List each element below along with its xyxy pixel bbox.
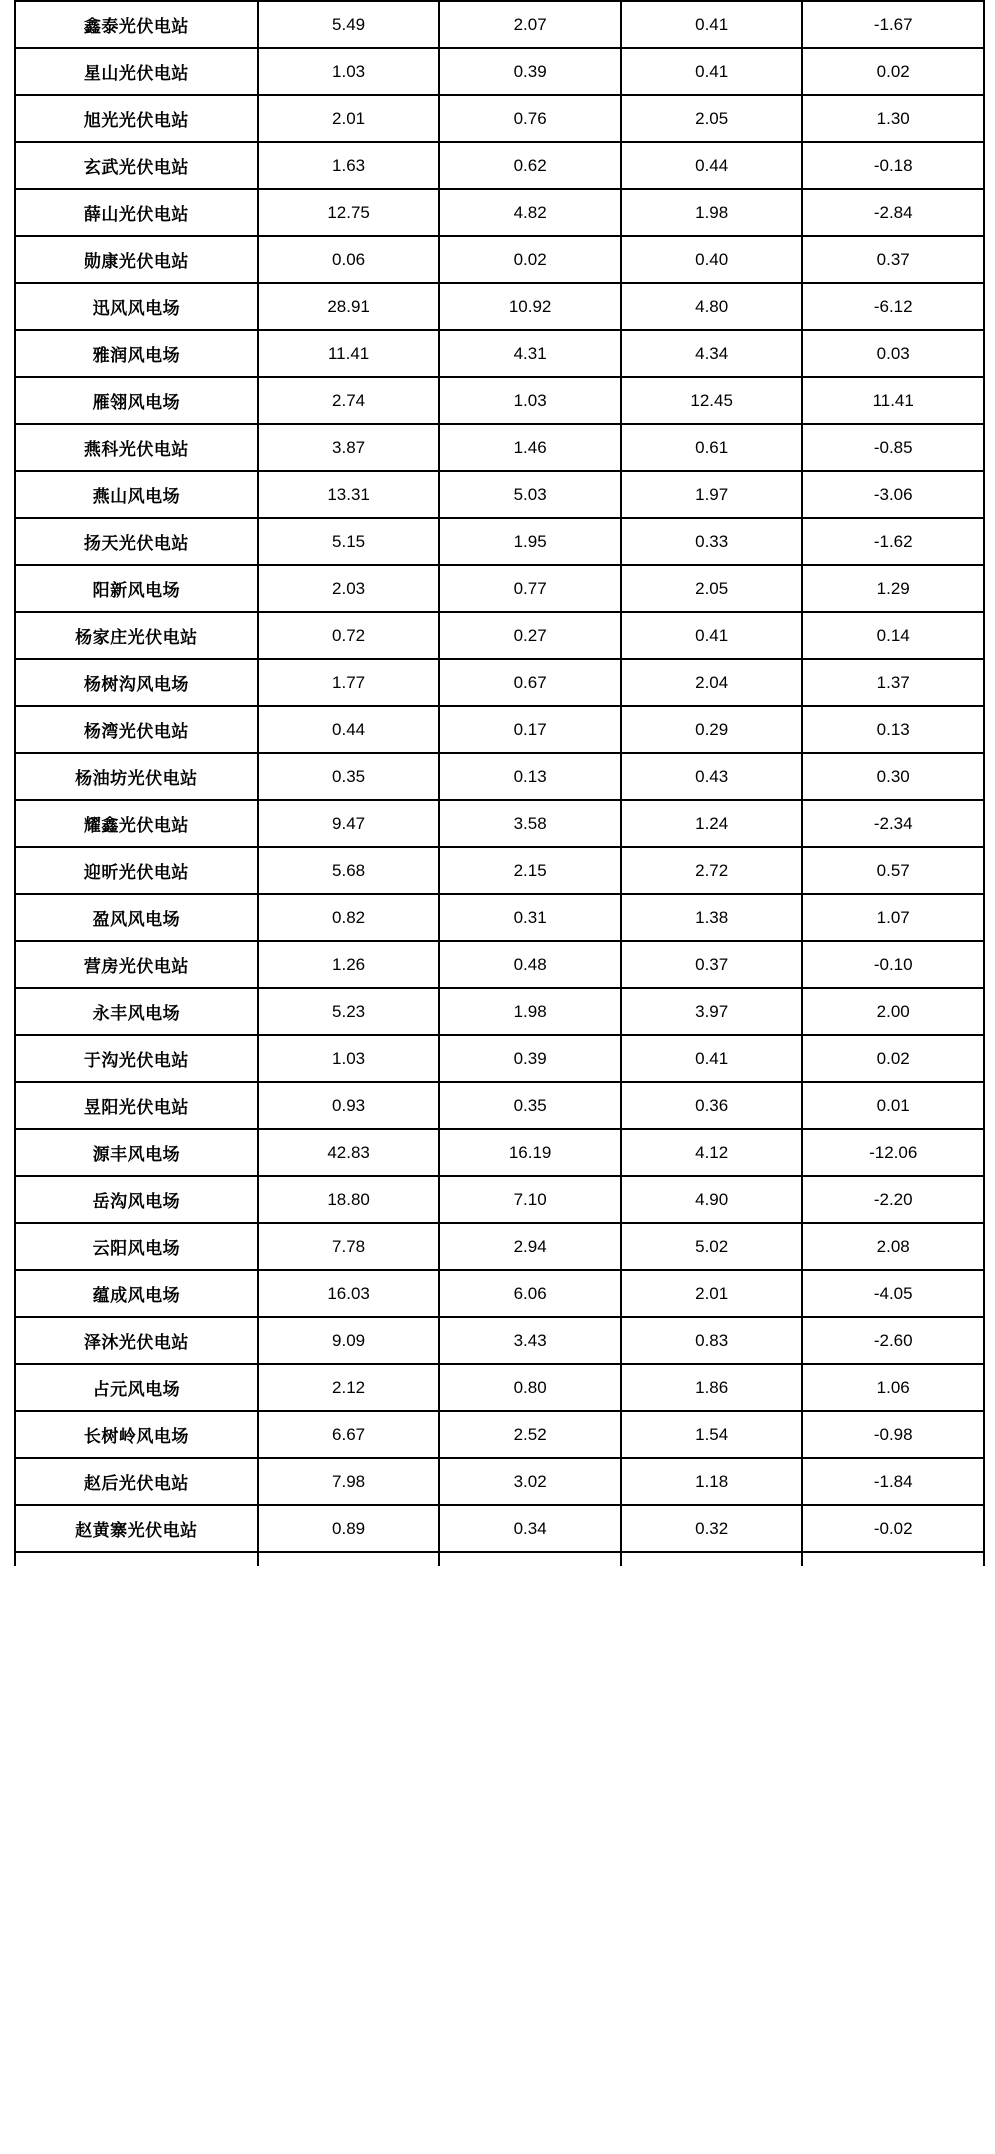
- value-cell-col4[interactable]: -12.06: [802, 1129, 984, 1176]
- value-cell-col2[interactable]: 3.58: [439, 800, 621, 847]
- value-cell-col2[interactable]: 2.94: [439, 1223, 621, 1270]
- value-cell-col3[interactable]: 0.44: [621, 142, 803, 189]
- value-cell-col4[interactable]: 0.37: [802, 236, 984, 283]
- table-row[interactable]: [15, 1458, 984, 1505]
- value-cell-col1[interactable]: 9.09: [258, 1317, 440, 1364]
- table-row[interactable]: [15, 1176, 984, 1223]
- value-cell-col4[interactable]: 1.37: [802, 659, 984, 706]
- value-cell-col3[interactable]: 0.43: [621, 753, 803, 800]
- value-cell-col1[interactable]: 0.44: [258, 706, 440, 753]
- station-name-cell[interactable]: 鑫泰光伏电站: [15, 1, 258, 48]
- value-cell-col2[interactable]: 3.02: [439, 1458, 621, 1505]
- value-cell-col1[interactable]: 0.89: [258, 1505, 440, 1552]
- value-cell-col3[interactable]: 0.29: [621, 706, 803, 753]
- value-cell-col4[interactable]: -2.84: [802, 189, 984, 236]
- station-name-cell[interactable]: 赵后光伏电站: [15, 1458, 258, 1505]
- value-cell-col3[interactable]: 1.86: [621, 1364, 803, 1411]
- station-name-cell[interactable]: 泽沐光伏电站: [15, 1317, 258, 1364]
- table-row[interactable]: [15, 1505, 984, 1552]
- partial-cell[interactable]: [258, 1552, 440, 1566]
- value-cell-col1[interactable]: 18.80: [258, 1176, 440, 1223]
- station-name-cell[interactable]: 占元风电场: [15, 1364, 258, 1411]
- value-cell-col3[interactable]: 0.41: [621, 48, 803, 95]
- value-cell-col1[interactable]: 1.63: [258, 142, 440, 189]
- value-cell-col2[interactable]: 0.76: [439, 95, 621, 142]
- station-name-cell[interactable]: 耀鑫光伏电站: [15, 800, 258, 847]
- table-row[interactable]: [15, 377, 984, 424]
- value-cell-col1[interactable]: 13.31: [258, 471, 440, 518]
- value-cell-col3[interactable]: 0.41: [621, 612, 803, 659]
- value-cell-col4[interactable]: -3.06: [802, 471, 984, 518]
- table-row[interactable]: [15, 142, 984, 189]
- station-name-cell[interactable]: 源丰风电场: [15, 1129, 258, 1176]
- value-cell-col3[interactable]: 4.90: [621, 1176, 803, 1223]
- value-cell-col4[interactable]: 1.06: [802, 1364, 984, 1411]
- value-cell-col3[interactable]: 1.18: [621, 1458, 803, 1505]
- value-cell-col3[interactable]: 0.83: [621, 1317, 803, 1364]
- value-cell-col2[interactable]: 3.43: [439, 1317, 621, 1364]
- value-cell-col2[interactable]: 4.82: [439, 189, 621, 236]
- value-cell-col2[interactable]: 1.46: [439, 424, 621, 471]
- value-cell-col3[interactable]: 1.24: [621, 800, 803, 847]
- station-name-cell[interactable]: 杨树沟风电场: [15, 659, 258, 706]
- value-cell-col1[interactable]: 12.75: [258, 189, 440, 236]
- station-name-cell[interactable]: 长树岭风电场: [15, 1411, 258, 1458]
- value-cell-col2[interactable]: 0.39: [439, 1035, 621, 1082]
- station-name-cell[interactable]: 杨家庄光伏电站: [15, 612, 258, 659]
- value-cell-col2[interactable]: 1.95: [439, 518, 621, 565]
- value-cell-col1[interactable]: 0.93: [258, 1082, 440, 1129]
- value-cell-col2[interactable]: 0.17: [439, 706, 621, 753]
- station-name-cell[interactable]: 迅风风电场: [15, 283, 258, 330]
- value-cell-col4[interactable]: 0.01: [802, 1082, 984, 1129]
- value-cell-col3[interactable]: 2.72: [621, 847, 803, 894]
- value-cell-col4[interactable]: 2.08: [802, 1223, 984, 1270]
- table-row[interactable]: [15, 1129, 984, 1176]
- station-name-cell[interactable]: 赵黄寨光伏电站: [15, 1505, 258, 1552]
- station-name-cell[interactable]: 玄武光伏电站: [15, 142, 258, 189]
- value-cell-col1[interactable]: 1.26: [258, 941, 440, 988]
- value-cell-col2[interactable]: 16.19: [439, 1129, 621, 1176]
- value-cell-col2[interactable]: 0.13: [439, 753, 621, 800]
- value-cell-col1[interactable]: 2.03: [258, 565, 440, 612]
- station-name-cell[interactable]: 燕山风电场: [15, 471, 258, 518]
- value-cell-col2[interactable]: 0.31: [439, 894, 621, 941]
- value-cell-col2[interactable]: 6.06: [439, 1270, 621, 1317]
- table-row[interactable]: [15, 1223, 984, 1270]
- station-name-cell[interactable]: 迎昕光伏电站: [15, 847, 258, 894]
- value-cell-col1[interactable]: 7.98: [258, 1458, 440, 1505]
- value-cell-col4[interactable]: -0.10: [802, 941, 984, 988]
- station-name-cell[interactable]: 营房光伏电站: [15, 941, 258, 988]
- value-cell-col4[interactable]: -0.98: [802, 1411, 984, 1458]
- table-row[interactable]: [15, 236, 984, 283]
- station-name-cell[interactable]: 阳新风电场: [15, 565, 258, 612]
- value-cell-col1[interactable]: 5.49: [258, 1, 440, 48]
- value-cell-col3[interactable]: 2.04: [621, 659, 803, 706]
- table-row[interactable]: [15, 565, 984, 612]
- value-cell-col3[interactable]: 0.36: [621, 1082, 803, 1129]
- station-name-cell[interactable]: 雅润风电场: [15, 330, 258, 377]
- value-cell-col4[interactable]: -1.62: [802, 518, 984, 565]
- value-cell-col1[interactable]: 1.77: [258, 659, 440, 706]
- station-name-cell[interactable]: 雁翎风电场: [15, 377, 258, 424]
- table-row[interactable]: [15, 1082, 984, 1129]
- value-cell-col2[interactable]: 5.03: [439, 471, 621, 518]
- station-name-cell[interactable]: 杨湾光伏电站: [15, 706, 258, 753]
- table-row[interactable]: [15, 1411, 984, 1458]
- value-cell-col4[interactable]: -0.85: [802, 424, 984, 471]
- station-name-cell[interactable]: 旭光光伏电站: [15, 95, 258, 142]
- value-cell-col2[interactable]: 1.03: [439, 377, 621, 424]
- value-cell-col2[interactable]: 2.15: [439, 847, 621, 894]
- value-cell-col3[interactable]: 4.34: [621, 330, 803, 377]
- value-cell-col1[interactable]: 6.67: [258, 1411, 440, 1458]
- value-cell-col2[interactable]: 0.34: [439, 1505, 621, 1552]
- value-cell-col2[interactable]: 0.77: [439, 565, 621, 612]
- value-cell-col1[interactable]: 1.03: [258, 1035, 440, 1082]
- value-cell-col2[interactable]: 10.92: [439, 283, 621, 330]
- value-cell-col1[interactable]: 5.23: [258, 988, 440, 1035]
- value-cell-col4[interactable]: -2.34: [802, 800, 984, 847]
- table-row[interactable]: [15, 894, 984, 941]
- value-cell-col3[interactable]: 0.41: [621, 1035, 803, 1082]
- value-cell-col1[interactable]: 0.82: [258, 894, 440, 941]
- value-cell-col3[interactable]: 0.61: [621, 424, 803, 471]
- partial-cell[interactable]: [621, 1552, 803, 1566]
- value-cell-col3[interactable]: 4.80: [621, 283, 803, 330]
- value-cell-col2[interactable]: 2.07: [439, 1, 621, 48]
- value-cell-col4[interactable]: 0.02: [802, 1035, 984, 1082]
- value-cell-col1[interactable]: 5.15: [258, 518, 440, 565]
- table-row[interactable]: [15, 518, 984, 565]
- value-cell-col3[interactable]: 0.37: [621, 941, 803, 988]
- partial-cell[interactable]: [15, 1552, 258, 1566]
- station-name-cell[interactable]: 云阳风电场: [15, 1223, 258, 1270]
- value-cell-col4[interactable]: -2.60: [802, 1317, 984, 1364]
- value-cell-col2[interactable]: 7.10: [439, 1176, 621, 1223]
- station-name-cell[interactable]: 星山光伏电站: [15, 48, 258, 95]
- value-cell-col4[interactable]: -1.84: [802, 1458, 984, 1505]
- table-row[interactable]: [15, 659, 984, 706]
- value-cell-col1[interactable]: 0.72: [258, 612, 440, 659]
- value-cell-col2[interactable]: 2.52: [439, 1411, 621, 1458]
- station-name-cell[interactable]: 扬天光伏电站: [15, 518, 258, 565]
- table-row-partial[interactable]: [15, 1552, 984, 1566]
- value-cell-col1[interactable]: 0.06: [258, 236, 440, 283]
- value-cell-col1[interactable]: 42.83: [258, 1129, 440, 1176]
- value-cell-col2[interactable]: 0.62: [439, 142, 621, 189]
- value-cell-col1[interactable]: 28.91: [258, 283, 440, 330]
- station-data-table: [14, 0, 985, 1566]
- value-cell-col1[interactable]: 5.68: [258, 847, 440, 894]
- table-row[interactable]: [15, 48, 984, 95]
- value-cell-col4[interactable]: -0.02: [802, 1505, 984, 1552]
- station-name-cell[interactable]: 燕科光伏电站: [15, 424, 258, 471]
- value-cell-col4[interactable]: -2.20: [802, 1176, 984, 1223]
- value-cell-col3[interactable]: 12.45: [621, 377, 803, 424]
- value-cell-col3[interactable]: 2.05: [621, 95, 803, 142]
- value-cell-col4[interactable]: 2.00: [802, 988, 984, 1035]
- value-cell-col4[interactable]: 0.57: [802, 847, 984, 894]
- value-cell-col4[interactable]: -1.67: [802, 1, 984, 48]
- value-cell-col4[interactable]: 11.41: [802, 377, 984, 424]
- table-row[interactable]: [15, 1270, 984, 1317]
- value-cell-col1[interactable]: 7.78: [258, 1223, 440, 1270]
- table-row[interactable]: [15, 706, 984, 753]
- value-cell-col4[interactable]: 0.30: [802, 753, 984, 800]
- partial-cell[interactable]: [439, 1552, 621, 1566]
- table-row[interactable]: [15, 471, 984, 518]
- table-row[interactable]: [15, 330, 984, 377]
- value-cell-col3[interactable]: 5.02: [621, 1223, 803, 1270]
- value-cell-col3[interactable]: 1.97: [621, 471, 803, 518]
- value-cell-col2[interactable]: 4.31: [439, 330, 621, 377]
- value-cell-col3[interactable]: 2.01: [621, 1270, 803, 1317]
- station-name-cell[interactable]: 昱阳光伏电站: [15, 1082, 258, 1129]
- station-name-cell[interactable]: 于沟光伏电站: [15, 1035, 258, 1082]
- table-row[interactable]: [15, 612, 984, 659]
- station-name-cell[interactable]: 永丰风电场: [15, 988, 258, 1035]
- table-row[interactable]: [15, 1, 984, 48]
- value-cell-col1[interactable]: 11.41: [258, 330, 440, 377]
- value-cell-col1[interactable]: 16.03: [258, 1270, 440, 1317]
- value-cell-col1[interactable]: 0.35: [258, 753, 440, 800]
- value-cell-col3[interactable]: 1.98: [621, 189, 803, 236]
- value-cell-col4[interactable]: 1.29: [802, 565, 984, 612]
- value-cell-col1[interactable]: 2.01: [258, 95, 440, 142]
- value-cell-col3[interactable]: 0.33: [621, 518, 803, 565]
- value-cell-col2[interactable]: 0.35: [439, 1082, 621, 1129]
- value-cell-col2[interactable]: 1.98: [439, 988, 621, 1035]
- table-row[interactable]: [15, 283, 984, 330]
- value-cell-col1[interactable]: 2.12: [258, 1364, 440, 1411]
- value-cell-col1[interactable]: 1.03: [258, 48, 440, 95]
- value-cell-col2[interactable]: 0.80: [439, 1364, 621, 1411]
- value-cell-col3[interactable]: 1.54: [621, 1411, 803, 1458]
- value-cell-col2[interactable]: 0.39: [439, 48, 621, 95]
- value-cell-col1[interactable]: 9.47: [258, 800, 440, 847]
- table-row[interactable]: [15, 847, 984, 894]
- partial-cell[interactable]: [802, 1552, 984, 1566]
- station-name-cell[interactable]: 盈风风电场: [15, 894, 258, 941]
- station-name-cell[interactable]: 蕴成风电场: [15, 1270, 258, 1317]
- table-row[interactable]: [15, 941, 984, 988]
- table-row[interactable]: [15, 988, 984, 1035]
- value-cell-col4[interactable]: -4.05: [802, 1270, 984, 1317]
- table-row[interactable]: [15, 1035, 984, 1082]
- value-cell-col3[interactable]: 0.41: [621, 1, 803, 48]
- value-cell-col3[interactable]: 0.40: [621, 236, 803, 283]
- value-cell-col1[interactable]: 2.74: [258, 377, 440, 424]
- value-cell-col3[interactable]: 2.05: [621, 565, 803, 612]
- value-cell-col4[interactable]: 0.03: [802, 330, 984, 377]
- value-cell-col3[interactable]: 4.12: [621, 1129, 803, 1176]
- value-cell-col3[interactable]: 0.32: [621, 1505, 803, 1552]
- value-cell-col2[interactable]: 0.02: [439, 236, 621, 283]
- value-cell-col4[interactable]: -0.18: [802, 142, 984, 189]
- table-row[interactable]: [15, 753, 984, 800]
- value-cell-col3[interactable]: 1.38: [621, 894, 803, 941]
- table-body: [15, 1, 984, 1566]
- value-cell-col1[interactable]: 3.87: [258, 424, 440, 471]
- table-row[interactable]: [15, 1317, 984, 1364]
- value-cell-col3[interactable]: 3.97: [621, 988, 803, 1035]
- value-cell-col4[interactable]: 0.14: [802, 612, 984, 659]
- station-name-cell[interactable]: 薛山光伏电站: [15, 189, 258, 236]
- value-cell-col4[interactable]: -6.12: [802, 283, 984, 330]
- table-row[interactable]: [15, 189, 984, 236]
- station-name-cell[interactable]: 杨油坊光伏电站: [15, 753, 258, 800]
- table-row[interactable]: [15, 800, 984, 847]
- value-cell-col2[interactable]: 0.27: [439, 612, 621, 659]
- table-row[interactable]: [15, 1364, 984, 1411]
- station-name-cell[interactable]: 岳沟风电场: [15, 1176, 258, 1223]
- value-cell-col2[interactable]: 0.67: [439, 659, 621, 706]
- table-row[interactable]: [15, 95, 984, 142]
- value-cell-col4[interactable]: 0.13: [802, 706, 984, 753]
- station-name-cell[interactable]: 勋康光伏电站: [15, 236, 258, 283]
- value-cell-col4[interactable]: 1.07: [802, 894, 984, 941]
- value-cell-col4[interactable]: 1.30: [802, 95, 984, 142]
- table-row[interactable]: [15, 424, 984, 471]
- value-cell-col4[interactable]: 0.02: [802, 48, 984, 95]
- value-cell-col2[interactable]: 0.48: [439, 941, 621, 988]
